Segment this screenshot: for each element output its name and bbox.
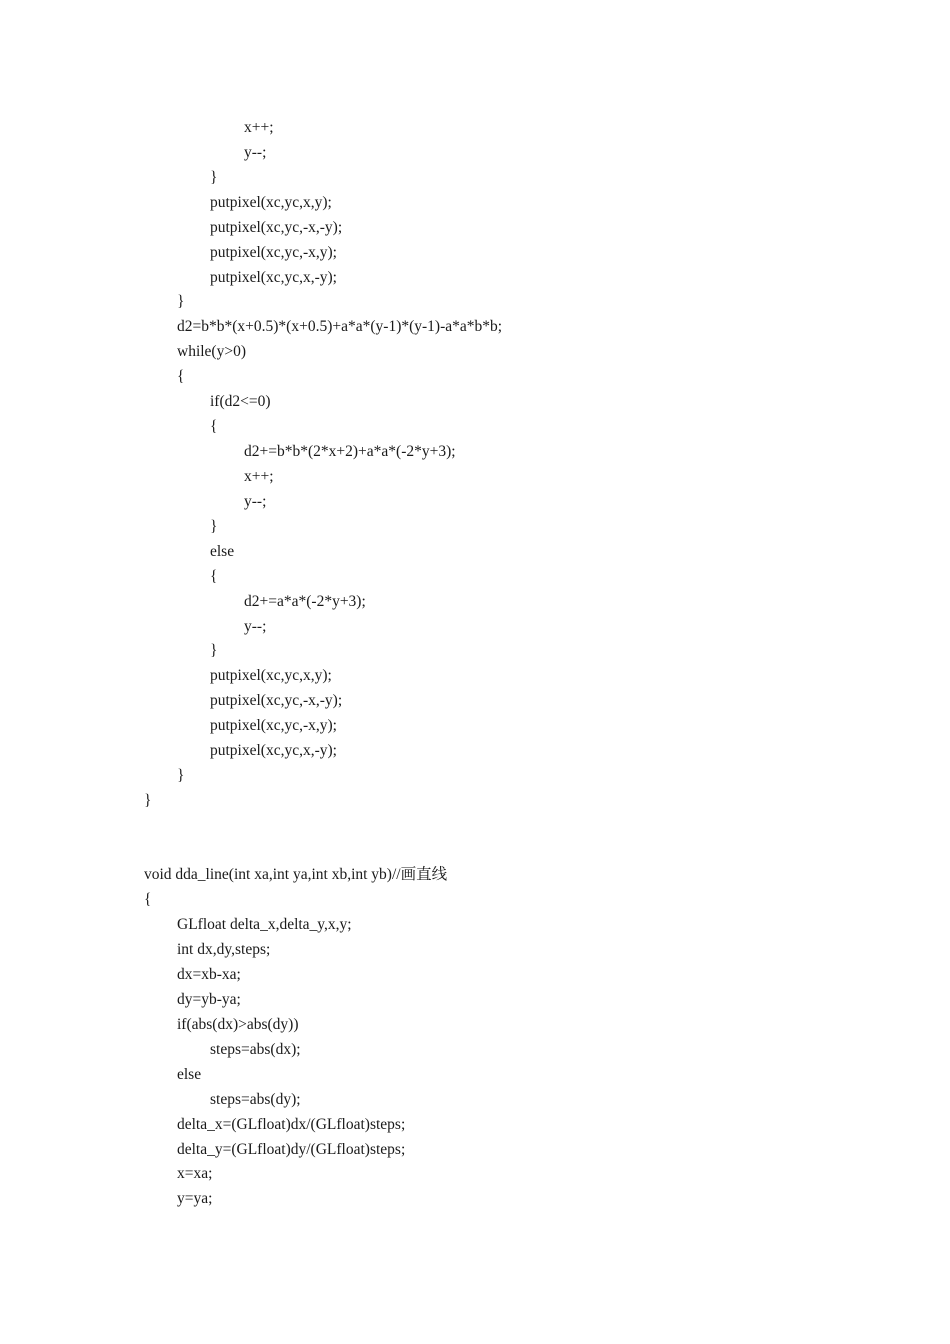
code-line: d2+=b*b*(2*x+2)+a*a*(-2*y+3); bbox=[244, 443, 456, 460]
code-line: } bbox=[177, 767, 185, 784]
code-line: putpixel(xc,yc,x,y); bbox=[210, 667, 332, 684]
code-line: d2+=a*a*(-2*y+3); bbox=[244, 593, 366, 610]
code-line: y--; bbox=[244, 493, 267, 510]
code-line: GLfloat delta_x,delta_y,x,y; bbox=[177, 916, 352, 933]
code-line: { bbox=[144, 891, 152, 908]
code-line: { bbox=[210, 568, 218, 585]
code-line: { bbox=[210, 418, 218, 435]
code-line: dy=yb-ya; bbox=[177, 991, 241, 1008]
code-line: putpixel(xc,yc,-x,-y); bbox=[210, 692, 343, 709]
code-line: putpixel(xc,yc,x,-y); bbox=[210, 742, 337, 759]
code-line: putpixel(xc,yc,-x,y); bbox=[210, 244, 337, 261]
code-line: if(d2<=0) bbox=[210, 393, 271, 410]
code-line: x++; bbox=[244, 119, 274, 136]
code-line: int dx,dy,steps; bbox=[177, 941, 271, 958]
code-line: } bbox=[177, 293, 185, 310]
code-line: delta_y=(GLfloat)dy/(GLfloat)steps; bbox=[177, 1141, 406, 1158]
code-line: d2=b*b*(x+0.5)*(x+0.5)+a*a*(y-1)*(y-1)-a*a*b*b; bbox=[177, 318, 503, 335]
code-line: delta_x=(GLfloat)dx/(GLfloat)steps; bbox=[177, 1116, 406, 1133]
code-line: } bbox=[210, 642, 218, 659]
code-line: putpixel(xc,yc,x,y); bbox=[210, 194, 332, 211]
code-line: else bbox=[177, 1066, 202, 1083]
code-line: putpixel(xc,yc,-x,y); bbox=[210, 717, 337, 734]
code-line: } bbox=[210, 169, 218, 186]
code-line: dx=xb-xa; bbox=[177, 966, 241, 983]
code-line: steps=abs(dy); bbox=[210, 1091, 301, 1108]
code-line: steps=abs(dx); bbox=[210, 1041, 301, 1058]
code-line: y--; bbox=[244, 618, 267, 635]
code-line: y--; bbox=[244, 144, 267, 161]
code-line: } bbox=[144, 792, 152, 809]
code-line: putpixel(xc,yc,-x,-y); bbox=[210, 219, 343, 236]
code-line: while(y>0) bbox=[177, 343, 247, 360]
code-line: if(abs(dx)>abs(dy)) bbox=[177, 1016, 299, 1033]
code-line: void dda_line(int xa,int ya,int xb,int yb)//画直线 bbox=[144, 866, 448, 883]
code-line: else bbox=[210, 543, 235, 560]
code-line: x++; bbox=[244, 468, 274, 485]
code-line: y=ya; bbox=[177, 1190, 213, 1207]
code-line: } bbox=[210, 518, 218, 535]
code-line: putpixel(xc,yc,x,-y); bbox=[210, 269, 337, 286]
code-line: { bbox=[177, 368, 185, 385]
code-line: x=xa; bbox=[177, 1165, 213, 1182]
